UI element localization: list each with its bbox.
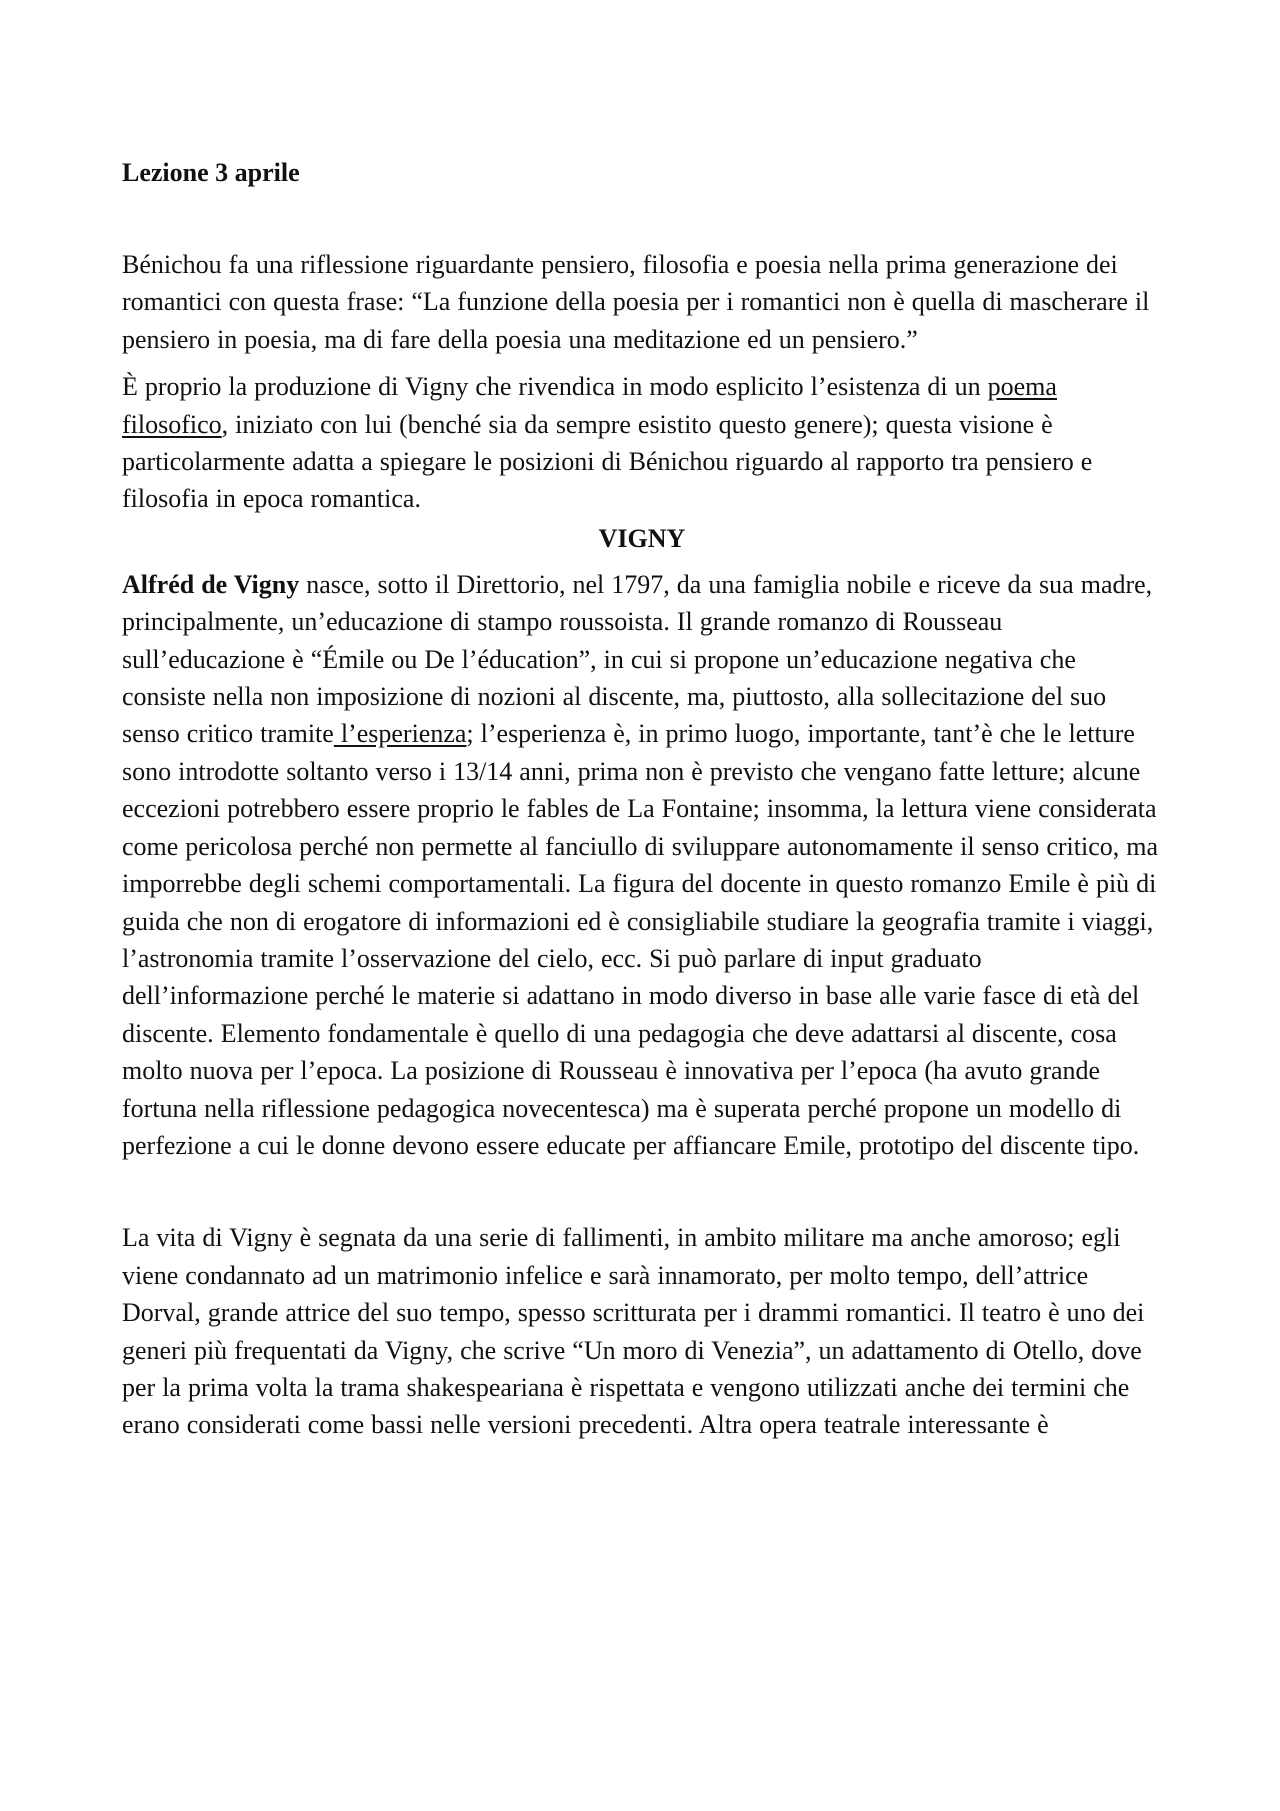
paragraph-vigny-poema xyxy=(122,368,1162,518)
page-title: Lezione 3 aprile xyxy=(122,158,300,187)
paragraph-text: , iniziato con lui (benché sia da sempre esistito questo genere); questa visione è particolarmente adatta a spiegare le posizioni di Bénichou riguardo al rapporto tra pensiero e filosofia in epoca romantica. xyxy=(122,409,1093,514)
paragraph-benichou: Bénichou fa una riflessione riguardante pensiero, filosofia e poesia nella prima generazione dei romantici con questa frase: “La funzione della poesia per i romantici non è quella di mascherare il pensiero in poesia, ma di fare della poesia una meditazione ed un pensiero.” xyxy=(122,250,1150,354)
paragraph-biography xyxy=(122,566,1162,1165)
paragraph-life: La vita di Vigny è segnata da una serie di fallimenti, in ambito militare ma anche amoroso; egli viene condannato ad un matrimonio infelice e sarà innamorato, per molto tempo, dell’attrice Dorval, grande attrice del suo tempo, spesso scritturata per i drammi romantici. Il teatro è uno dei generi più frequentati da Vigny, che scrive “Un moro di Venezia”, un adattamento di Otello, dove per la prima volta la trama shakespeariana è rispettata e vengono utilizzati anche dei termini che erano considerati come bassi nelle versioni precedenti. Altra opera teatrale interessante è xyxy=(122,1223,1145,1440)
paragraph-text: ; l’esperienza è, in primo luogo, importante, tant’è che le letture sono introdotte soltanto verso i 13/14 anni, prima non è previsto che vengano fatte letture; alcune eccezioni potrebbero essere proprio le fables de La Fontaine; insomma, la lettura viene considerata come pericolosa perché non permette al fanciullo di sviluppare autonomamente il senso critico, ma imporrebbe degli schemi comportamentali. La figura del docente in questo romanzo Emile è più di guida che non di erogatore di informazioni ed è consigliabile studiare la geografia tramite i viaggi, l’astronomia tramite l’osservazione del cielo, ecc. Si può parlare di input graduato dell’informazione perché le materie si adattano in modo diverso in base alle varie fasce di età del discente. Elemento fondamentale è quello di una pedagogia che deve adattarsi al discente, cosa molto nuova per l’epoca. La posizione di Rousseau è innovativa per l’epoca (ha avuto grande fortuna nella riflessione pedagogica novecentesca) ma è superata perché propone un modello di perfezione a cui le donne devono essere educate per affiancare Emile, prototipo del discente tipo. xyxy=(122,719,1159,1160)
paragraph-text: nasce, sotto il Direttorio, nel 1797, da una famiglia nobile e riceve da sua madre, principalmente, un’educazione di stampo roussoista. Il grande romanzo di Rousseau sull’educazione è “Émile ou De l’éducation”, in cui si propone un’educazione negativa che consiste nella non imposizione di nozioni al discente, ma, piuttosto, alla sollecitazione del suo senso critico tramite xyxy=(122,569,1153,749)
paragraph-text: È proprio la produzione di Vigny che rivendica in modo esplicito l’esistenza di un xyxy=(122,372,988,402)
underlined-term-esperienza: l’esperienza xyxy=(333,719,467,749)
underlined-term-poema-filosofico: poema filosofico xyxy=(122,372,1057,439)
section-heading-vigny: VIGNY xyxy=(598,523,686,553)
document-page xyxy=(122,154,1162,1444)
author-name: Alfréd de Vigny xyxy=(122,569,300,599)
